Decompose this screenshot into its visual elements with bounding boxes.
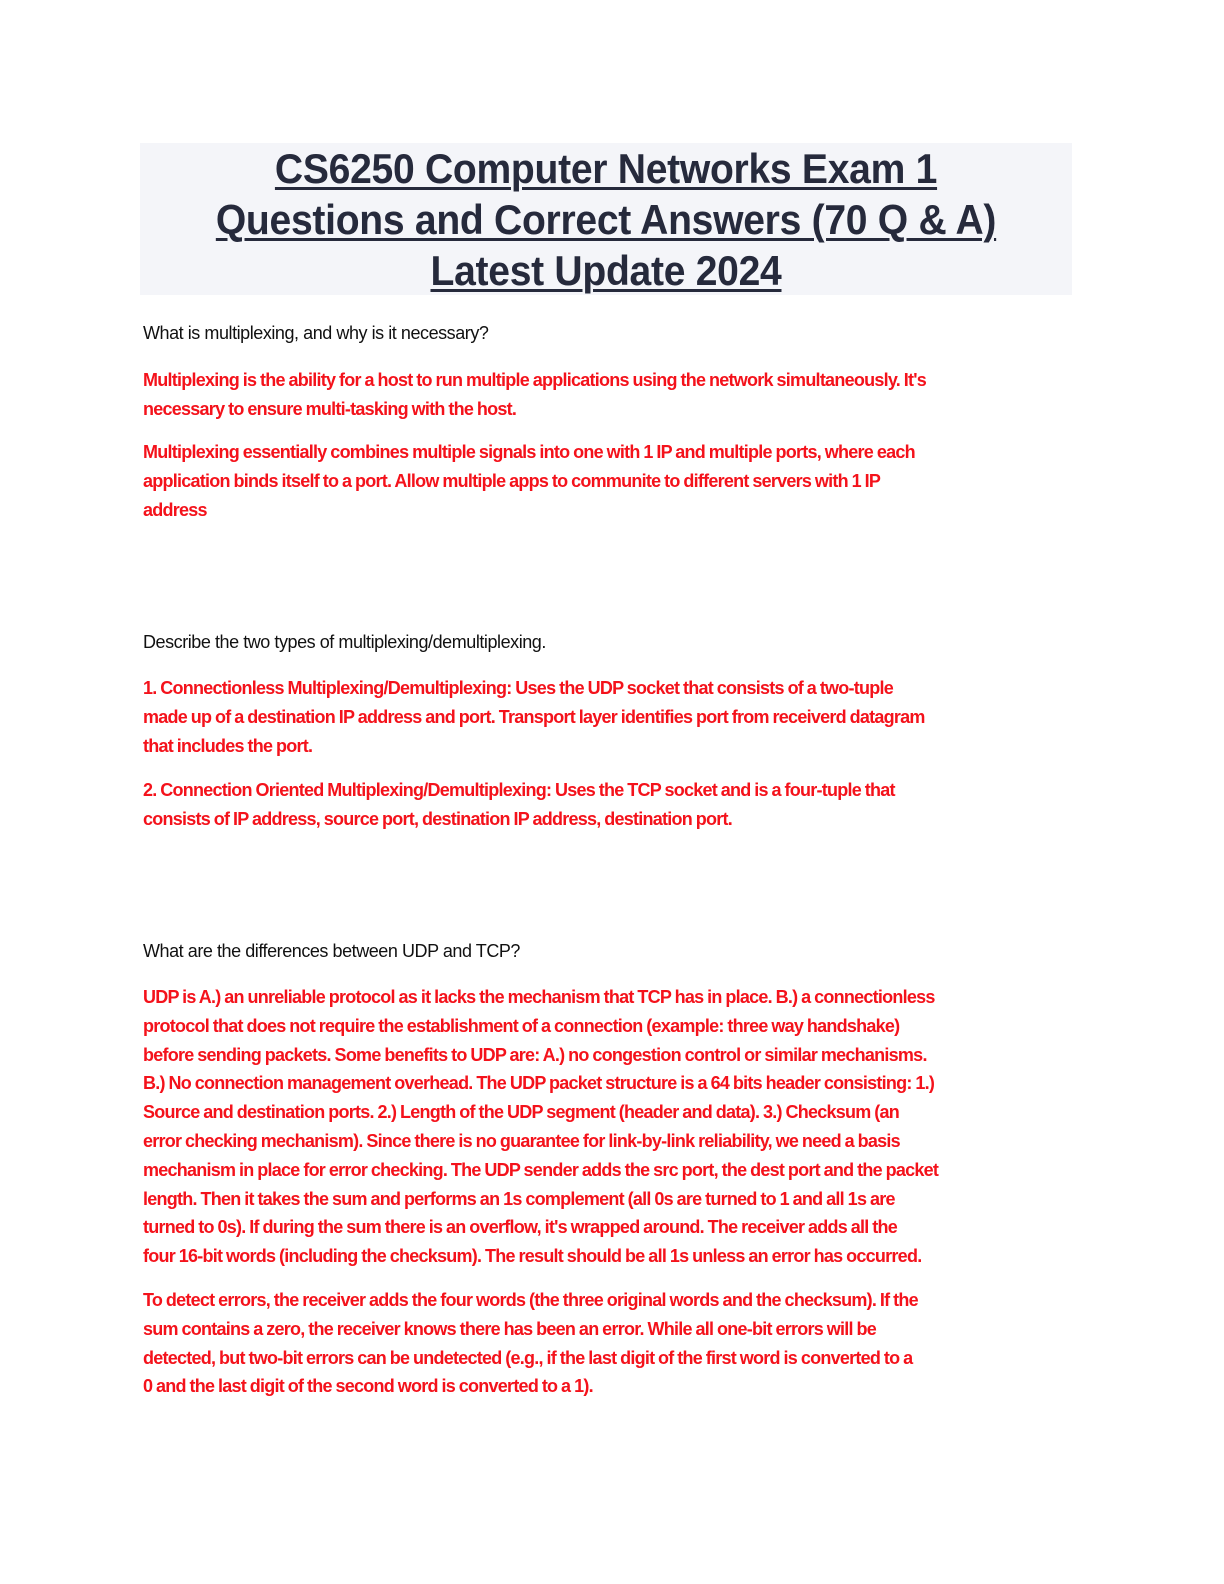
answer-line: error checking mechanism). Since there is no guarantee for link-by-link reliability, we need a basis (143, 1130, 900, 1151)
answer-paragraph (143, 983, 1078, 1271)
document-title (140, 143, 1072, 295)
answer-line: Source and destination ports. 2.) Length of the UDP segment (header and data). 3.) Checksum (an (143, 1102, 900, 1123)
question-text: What are the differences between UDP and TCP? (143, 941, 520, 961)
answer-line: 0 and the last digit of the second word is converted to a 1). (143, 1376, 593, 1397)
answer-line: necessary to ensure multi-tasking with the host. (143, 398, 517, 419)
answer-line: 1. Connectionless Multiplexing/Demultiplexing: Uses the UDP socket that consists of a two-tuple (143, 678, 894, 698)
answer-line: To detect errors, the receiver adds the four words (the three original words and the checksum). If the (143, 1290, 918, 1310)
answer-line: address (143, 499, 207, 520)
answer-line: Multiplexing essentially combines multiple signals into one with 1 IP and multiple ports, where each (143, 442, 915, 462)
answer-line: detected, but two-bit errors can be undetected (e.g., if the last digit of the first word is converted to a (143, 1347, 913, 1368)
answer-paragraph (143, 438, 1078, 524)
answer-line: made up of a destination IP address and port. Transport layer identifies port from receiverd datagram (143, 706, 925, 727)
answer-line: mechanism in place for error checking. The UDP sender adds the src port, the dest port and the packet (143, 1159, 939, 1180)
answer-paragraph (143, 674, 1078, 760)
answer-line: length. Then it takes the sum and performs an 1s complement (all 0s are turned to 1 and all 1s are (143, 1188, 895, 1209)
answer-line: consists of IP address, source port, destination IP address, destination port. (143, 808, 732, 829)
title-line: CS6250 Computer Networks Exam 1 (274, 145, 938, 192)
answer-line: before sending packets. Some benefits to UDP are: A.) no congestion control or similar mechanisms. (143, 1044, 927, 1065)
answer-line: B.) No connection management overhead. The UDP packet structure is a 64 bits header consisting: 1.) (143, 1073, 935, 1094)
title-line: Questions and Correct Answers (70 Q & A) (215, 196, 997, 243)
answer-line: 2. Connection Oriented Multiplexing/Demultiplexing: Uses the TCP socket and is a four-tuple that (143, 780, 895, 800)
answer-line: turned to 0s). If during the sum there is an overflow, it's wrapped around. The receiver adds all the (143, 1217, 898, 1238)
answer-line: UDP is A.) an unreliable protocol as it lacks the mechanism that TCP has in place. B.) a connectionless (143, 987, 935, 1007)
answer-paragraph (143, 366, 1078, 424)
title-line: Latest Update 2024 (430, 247, 782, 294)
question-text: What is multiplexing, and why is it necessary? (143, 323, 489, 343)
answer-line: that includes the port. (143, 735, 313, 756)
answer-line: application binds itself to a port. Allow multiple apps to communite to different servers with 1 IP (143, 470, 881, 491)
answer-line: protocol that does not require the establishment of a connection (example: three way handshake) (143, 1015, 900, 1036)
answer-line: sum contains a zero, the receiver knows there has been an error. While all one-bit errors will be (143, 1318, 877, 1339)
question-text: Describe the two types of multiplexing/demultiplexing. (143, 632, 546, 652)
answer-line: four 16-bit words (including the checksum). The result should be all 1s unless an error has occurred. (143, 1246, 922, 1267)
answer-paragraph (143, 1286, 1078, 1401)
answer-line: Multiplexing is the ability for a host to run multiple applications using the network simultaneously. It's (143, 370, 927, 390)
answer-paragraph (143, 776, 1078, 834)
